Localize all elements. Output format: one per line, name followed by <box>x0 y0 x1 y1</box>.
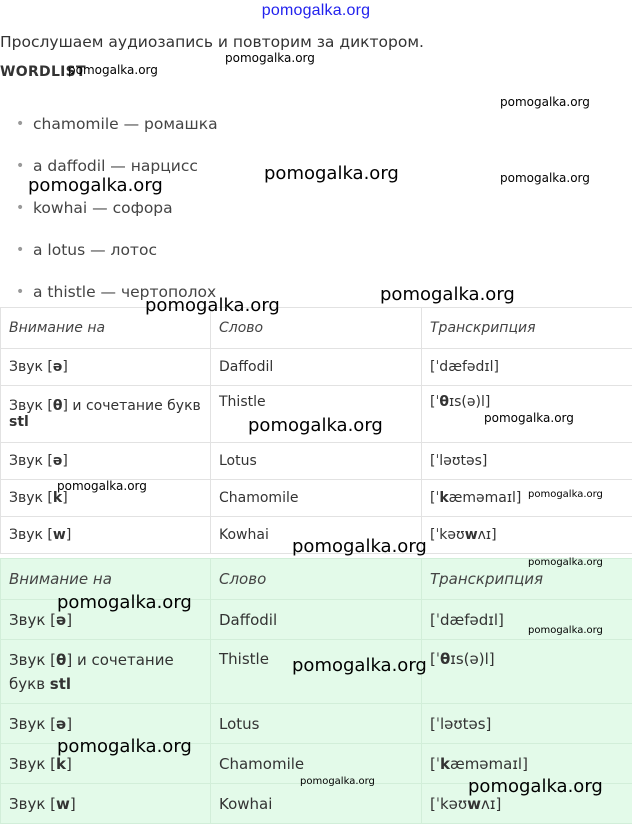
transcription-cell: [ˈkæməmaɪl] <box>422 480 632 517</box>
watermark: pomogalka.org <box>57 479 147 493</box>
watermark: pomogalka.org <box>528 489 603 500</box>
watermark: pomogalka.org <box>248 415 383 436</box>
bullet-icon: • <box>16 284 25 300</box>
watermark: pomogalka.org <box>528 557 603 568</box>
watermark: pomogalka.org <box>68 63 158 77</box>
list-item <box>0 112 218 154</box>
focus-cell: Звук [θ] и сочетание букв stl <box>1 386 211 443</box>
watermark: pomogalka.org <box>500 95 590 109</box>
word-entry: a thistle — чертополох <box>33 283 217 301</box>
watermark: pomogalka.org <box>57 592 192 613</box>
watermark: pomogalka.org <box>380 284 515 305</box>
focus-cell: Звук [ə] <box>1 704 211 744</box>
focus-cell: Звук [θ] и сочетание букв stl <box>1 640 211 704</box>
watermark: pomogalka.org <box>225 51 315 65</box>
word-cell: Kowhai <box>211 517 422 554</box>
watermark: pomogalka.org <box>57 736 192 757</box>
focus-cell: Звук [k] <box>1 480 211 517</box>
word-entry: a lotus — лотос <box>33 241 157 259</box>
header-word: Слово <box>211 308 422 349</box>
header-focus: Внимание на <box>1 559 211 600</box>
word-cell: Chamomile <box>211 480 422 517</box>
transcription-cell: [ˈləʊtəs] <box>422 704 632 744</box>
watermark: pomogalka.org <box>264 163 399 184</box>
table-row <box>1 443 632 480</box>
transcription-cell: [ˈkæməmaɪl] <box>422 744 632 784</box>
header-transcription: Транскрипция <box>422 308 632 349</box>
list-item <box>0 238 218 280</box>
word-cell: Lotus <box>211 443 422 480</box>
header-transcription: Транскрипция <box>422 559 632 600</box>
intro-text: Прослушаем аудиозапись и повторим за диктором. <box>0 33 424 51</box>
bullet-icon: • <box>16 242 25 258</box>
word-cell: Lotus <box>211 704 422 744</box>
transcription-cell: [ˈdæfədɪl] <box>422 600 632 640</box>
table-row <box>1 349 632 386</box>
word-cell: Chamomile <box>211 744 422 784</box>
bullet-icon: • <box>16 158 25 174</box>
focus-cell: Звук [ə] <box>1 443 211 480</box>
transcription-cell: [ˈkəʊwʌɪ] <box>422 784 632 824</box>
word-cell: Daffodil <box>211 349 422 386</box>
header-focus: Внимание на <box>1 308 211 349</box>
watermark: pomogalka.org <box>484 411 574 425</box>
word-cell: Thistle <box>211 386 422 443</box>
focus-cell: Звук [ə] <box>1 349 211 386</box>
transcription-cell: [ˈkəʊwʌɪ] <box>422 517 632 554</box>
transcription-cell: [ˈləʊtəs] <box>422 443 632 480</box>
transcription-cell: [ˈθɪs(ə)l] <box>422 386 632 443</box>
watermark: pomogalka.org <box>292 655 427 676</box>
watermark: pomogalka.org <box>292 536 427 557</box>
watermark: pomogalka.org <box>528 625 603 636</box>
focus-cell: Звук [w] <box>1 517 211 554</box>
transcription-cell: [ˈθɪs(ə)l] <box>422 640 632 704</box>
focus-cell: Звук [w] <box>1 784 211 824</box>
focus-cell: Звук [k] <box>1 744 211 784</box>
bullet-icon: • <box>16 116 25 132</box>
bullet-icon: • <box>16 200 25 216</box>
watermark: pomogalka.org <box>500 171 590 185</box>
word-entry: chamomile — ромашка <box>33 115 218 133</box>
watermark: pomogalka.org <box>468 776 603 797</box>
transcription-cell: [ˈdæfədɪl] <box>422 349 632 386</box>
wordlist-heading: WORDLIST <box>0 64 86 80</box>
word-cell: Thistle <box>211 640 422 704</box>
word-entry: a daffodil — нарцисс <box>33 157 198 175</box>
header-word: Слово <box>211 559 422 600</box>
list-item <box>0 196 218 238</box>
word-entry: kowhai — софора <box>33 199 173 217</box>
table-header-row <box>1 308 632 349</box>
word-list <box>0 112 218 322</box>
watermark: pomogalka.org <box>145 295 280 316</box>
focus-cell: Звук [ə] <box>1 600 211 640</box>
watermark: pomogalka.org <box>28 175 163 196</box>
watermark: pomogalka.org <box>300 776 375 787</box>
word-cell: Kowhai <box>211 784 422 824</box>
word-cell: Daffodil <box>211 600 422 640</box>
top-watermark: pomogalka.org <box>261 2 371 19</box>
